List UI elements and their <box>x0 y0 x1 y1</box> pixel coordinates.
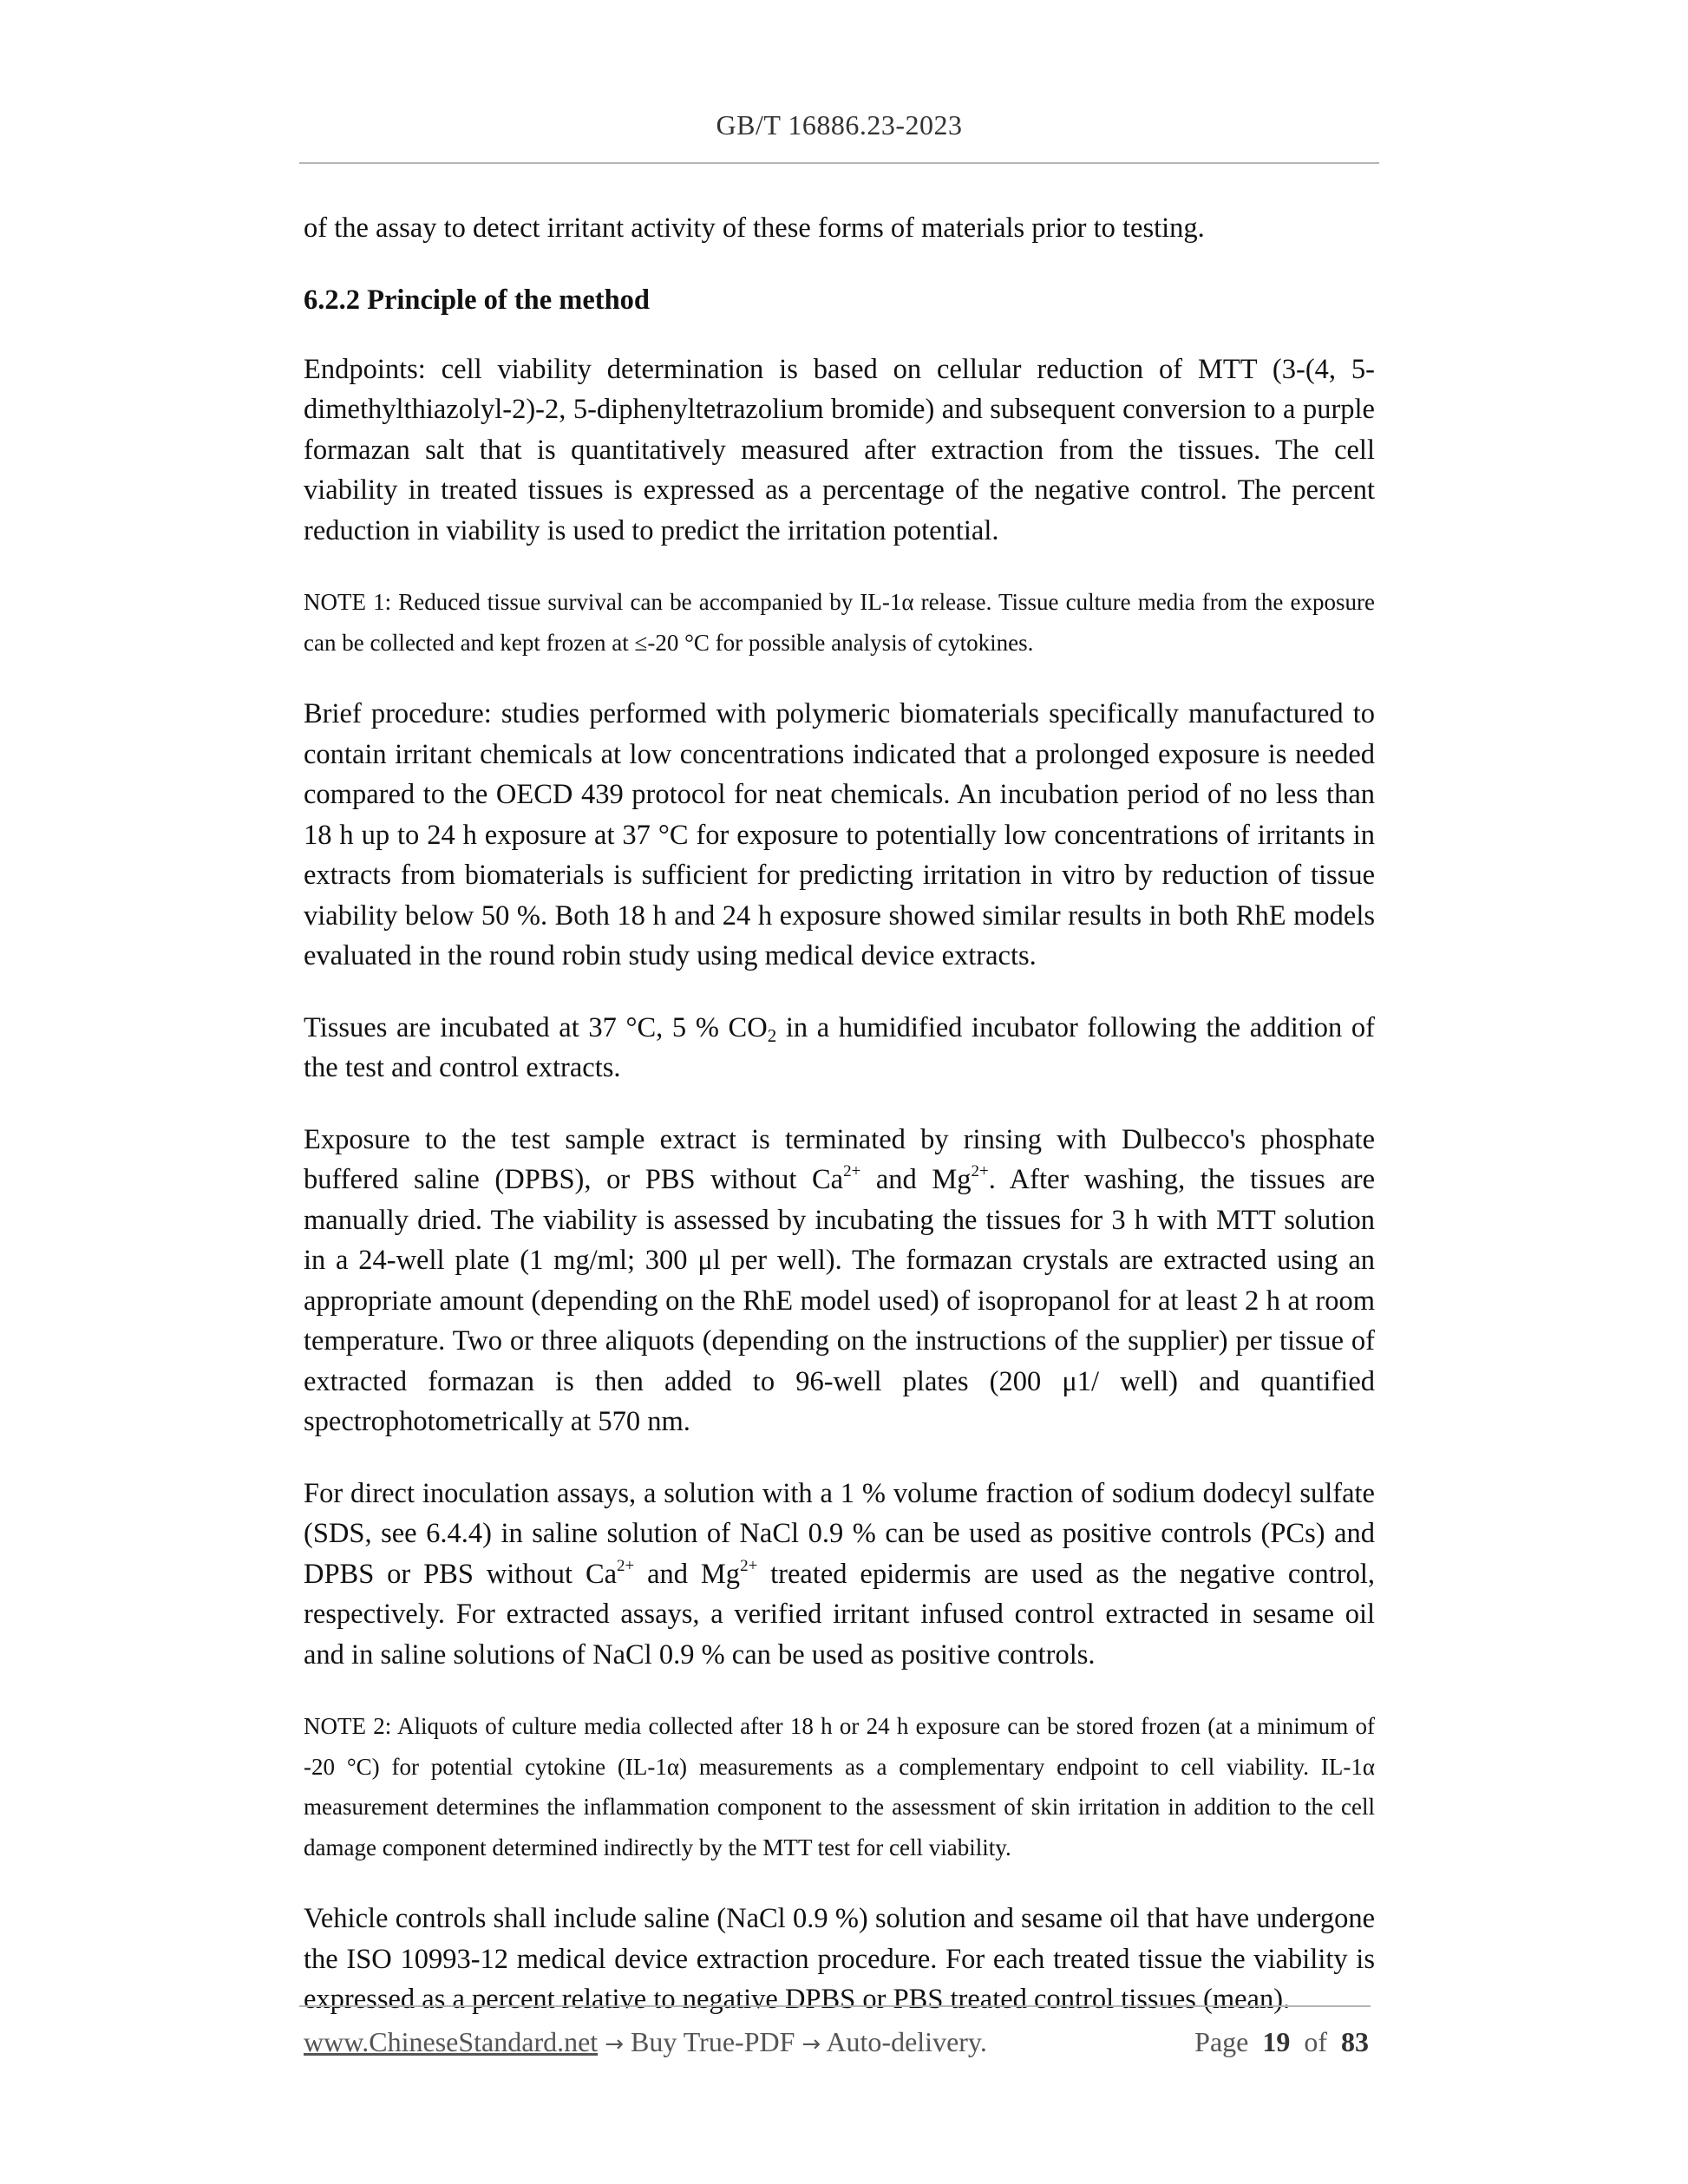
arrow-right-icon: → <box>801 2031 821 2057</box>
intro-line: of the assay to detect irritant activity of these forms of materials prior to testing. <box>304 213 1205 244</box>
ca-superscript: 2+ <box>843 1162 861 1180</box>
paragraph-incubation <box>304 1008 1375 1089</box>
exposure-text-1: Exposure to the test sample extract is terminated by rinsing with Dulbecco's phosphate buffered saline (DPBS), or PBS without Ca <box>304 1123 1375 1195</box>
footer-left <box>304 2026 987 2058</box>
site-link[interactable]: www.ChineseStandard.net <box>304 2026 599 2057</box>
page-header: GB/T 16886.23-2023 <box>716 109 963 141</box>
page-total: 83 <box>1341 2026 1369 2057</box>
incubation-text-2: in a humidified incubator following the addition of the test and control extracts. <box>304 1011 1375 1083</box>
paragraph-brief-procedure: Brief procedure: studies performed with polymeric biomaterials specifically manufactured to contain irritant chemicals at low concentrations indicated that a prolonged exposure is needed compared to the OECD 439 protocol for neat chemicals. An incubation period of no less than 18 h up to 24 h exposure at 37 °C for exposure to potentially low concentrations of irritants in extracts from biomaterials is sufficient for predicting irritation in vitro by reduction of tissue viability below 50 %. Both 18 h and 24 h exposure showed similar results in both RhE models evaluated in the round robin study using medical device extracts. <box>304 698 1375 971</box>
page-label: Page <box>1194 2026 1249 2057</box>
section-heading: 6.2.2 Principle of the method <box>304 284 650 316</box>
co2-subscript: 2 <box>767 1024 777 1046</box>
paragraph-endpoints: Endpoints: cell viability determination is based on cellular reduction of MTT (3-(4, 5-dimethylthiazolyl-2)-2, 5-diphenyltetrazolium bromide) and subsequent conversion to a purple formazan salt that is quantitatively measured after extraction from the tissues. The cell viability in treated tissues is expressed as a percentage of the negative control. The percent reduction in viability is used to predict the irritation potential. <box>304 353 1375 546</box>
arrow-right-icon: → <box>605 2031 624 2057</box>
footer-text <box>598 2026 987 2057</box>
paragraph-vehicle-controls: Vehicle controls shall include saline (NaCl 0.9 %) solution and sesame oil that have undergone the ISO 10993-12 medical device extraction procedure. For each treated tissue the viability is expressed as a percent relative to negative DPBS or PBS treated control tissues (mean). <box>304 1903 1375 2015</box>
paragraph-exposure <box>304 1120 1375 1442</box>
mg-superscript: 2+ <box>740 1556 758 1575</box>
header-divider <box>299 162 1379 164</box>
incubation-text-1: Tissues are incubated at 37 °C, 5 % CO <box>304 1011 768 1043</box>
exposure-text-3: . After washing, the tissues are manually dried. The viability is assessed by incubating the tissues for 3 h with MTT solution in a 24-well plate (1 mg/ml; 300 μl per well). The formazan crystals are extracted using an appropriate amount (depending on the RhE model used) of isopropanol for at least 2 h at room temperature. Two or three aliquots (depending on the instructions of the supplier) per tissue of extracted formazan is then added to 96-well plates (200 μ1/ well) and quantified spectrophotometrically at 570 nm. <box>304 1164 1376 1437</box>
of-label: of <box>1304 2026 1327 2057</box>
auto-delivery-text: Auto-delivery. <box>821 2026 987 2057</box>
page-number: 19 <box>1262 2026 1291 2057</box>
footer-divider <box>299 2005 1371 2007</box>
note-1: NOTE 1: Reduced tissue survival can be accompanied by IL-1α release. Tissue culture media from the exposure can be collected and kept frozen at ≤-20 °C for possible analysis of cytokines. <box>304 589 1375 656</box>
direct-text-3: treated epidermis are used as the negative control, respectively. For extracted assays, a verified irritant infused control extracted in sesame oil and in saline solutions of NaCl 0.9 % can be used as positive controls. <box>304 1558 1376 1671</box>
ca-superscript: 2+ <box>617 1556 635 1575</box>
direct-text-2: and Mg <box>634 1558 741 1590</box>
page-counter <box>1194 2026 1369 2058</box>
exposure-text-2: and Mg <box>860 1164 972 1195</box>
note-2: NOTE 2: Aliquots of culture media collected after 18 h or 24 h exposure can be stored frozen (at a minimum of -20 °C) for potential cytokine (IL-1α) measurements as a complementary endpoint to cell viability. IL-1α measurement determines the inflammation component to the assessment of skin irritation in addition to the cell damage component determined indirectly by the MTT test for cell viability. <box>304 1713 1375 1860</box>
paragraph-direct-inoculation <box>304 1474 1375 1676</box>
page-body <box>304 208 1375 2051</box>
buy-pdf-text: Buy True-PDF <box>623 2026 802 2057</box>
page-footer <box>304 2026 1369 2058</box>
mg-superscript: 2+ <box>971 1162 989 1180</box>
direct-text-1: For direct inoculation assays, a solution with a 1 % volume fraction of sodium dodecyl sulfate (SDS, see 6.4.4) in saline solution of NaCl 0.9 % can be used as positive controls (PCs) and DPBS or PBS without Ca <box>304 1477 1375 1590</box>
